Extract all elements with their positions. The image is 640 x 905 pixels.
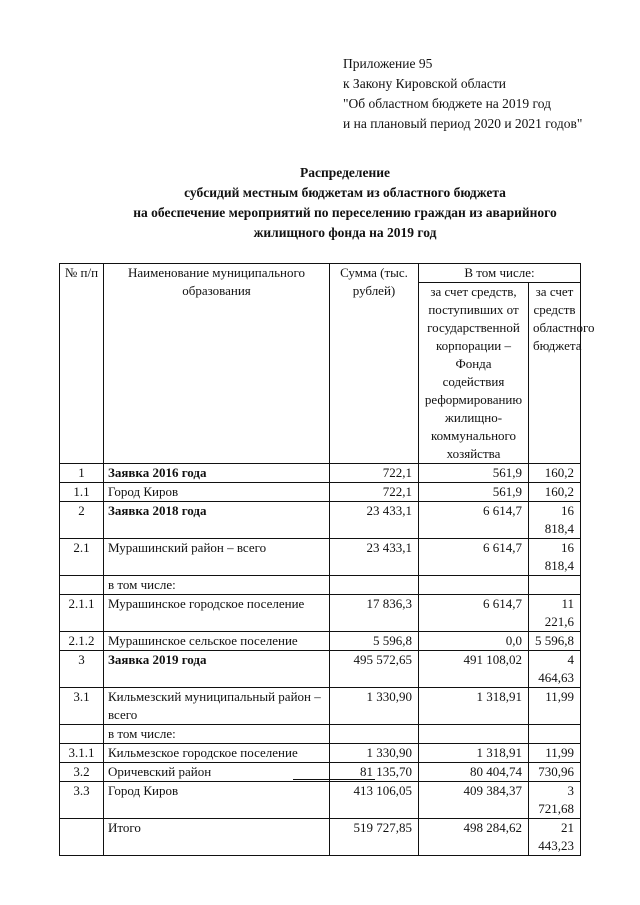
fund-amount-cell: 1 318,91 bbox=[419, 744, 529, 763]
regional-amount-cell: 160,2 bbox=[529, 483, 581, 502]
row-number-cell bbox=[60, 819, 104, 856]
fund-amount-cell: 6 614,7 bbox=[419, 539, 529, 576]
row-number-cell bbox=[60, 725, 104, 744]
municipality-name-cell: Мурашинское городское поселение bbox=[104, 595, 330, 632]
appendix-line: и на плановый период 2020 и 2021 годов" bbox=[343, 116, 583, 131]
regional-amount-cell bbox=[529, 725, 581, 744]
subsidy-table bbox=[59, 263, 595, 856]
sum-cell: 17 836,3 bbox=[330, 595, 419, 632]
table-row bbox=[60, 483, 581, 502]
table-row bbox=[60, 651, 581, 688]
appendix-line: "Об областном бюджете на 2019 год bbox=[343, 96, 551, 111]
fund-amount-cell: 0,0 bbox=[419, 632, 529, 651]
fund-amount-cell bbox=[419, 725, 529, 744]
table-row bbox=[60, 819, 581, 856]
table-row bbox=[60, 502, 581, 539]
table-row bbox=[60, 539, 581, 576]
sum-cell: 23 433,1 bbox=[330, 539, 419, 576]
regional-amount-cell: 21 443,23 bbox=[529, 819, 581, 856]
municipality-name-cell: Город Киров bbox=[104, 782, 330, 819]
municipality-name-cell: Заявка 2018 года bbox=[104, 502, 330, 539]
fund-amount-cell: 1 318,91 bbox=[419, 688, 529, 725]
appendix-line: Приложение 95 bbox=[343, 56, 433, 71]
sum-cell: 722,1 bbox=[330, 483, 419, 502]
sum-cell: 413 106,05 bbox=[330, 782, 419, 819]
regional-amount-cell: 16 818,4 bbox=[529, 502, 581, 539]
sum-cell: 81 135,70 bbox=[330, 763, 419, 782]
table-row bbox=[60, 725, 581, 744]
header-regional: за счет средств областного бюджета bbox=[529, 283, 581, 464]
header-sum: Сумма (тыс. рублей) bbox=[330, 264, 419, 464]
title-line: субсидий местным бюджетам из областного бюджета bbox=[184, 185, 506, 200]
sum-cell: 23 433,1 bbox=[330, 502, 419, 539]
sum-cell: 519 727,85 bbox=[330, 819, 419, 856]
title-line: на обеспечение мероприятий по переселению граждан из аварийного bbox=[133, 205, 557, 220]
municipality-name-cell: Заявка 2019 года bbox=[104, 651, 330, 688]
table-row bbox=[60, 632, 581, 651]
header-name: Наименование муниципального образования bbox=[104, 264, 330, 464]
sum-cell bbox=[330, 725, 419, 744]
sum-cell: 495 572,65 bbox=[330, 651, 419, 688]
regional-amount-cell: 5 596,8 bbox=[529, 632, 581, 651]
municipality-name-cell: Заявка 2016 года bbox=[104, 464, 330, 483]
row-number-cell bbox=[60, 576, 104, 595]
municipality-name-cell: в том числе: bbox=[104, 576, 330, 595]
regional-amount-cell: 160,2 bbox=[529, 464, 581, 483]
row-number-cell: 3.1 bbox=[60, 688, 104, 725]
row-number-cell: 3.3 bbox=[60, 782, 104, 819]
fund-amount-cell: 561,9 bbox=[419, 483, 529, 502]
document-title bbox=[60, 163, 630, 243]
regional-amount-cell: 11,99 bbox=[529, 688, 581, 725]
regional-amount-cell: 11 221,6 bbox=[529, 595, 581, 632]
municipality-name-cell: Мурашинское сельское поселение bbox=[104, 632, 330, 651]
table-row bbox=[60, 744, 581, 763]
header-fund: за счет средств, поступивших от государственной корпорации – Фонда содействия реформированию жилищно-коммунального хозяйства bbox=[419, 283, 529, 464]
title-line: Распределение bbox=[299, 165, 391, 180]
sum-cell: 722,1 bbox=[330, 464, 419, 483]
fund-amount-cell: 409 384,37 bbox=[419, 782, 529, 819]
row-number-cell: 1 bbox=[60, 464, 104, 483]
row-number-cell: 1.1 bbox=[60, 483, 104, 502]
municipality-name-cell: Итого bbox=[104, 819, 330, 856]
fund-amount-cell: 491 108,02 bbox=[419, 651, 529, 688]
table-body bbox=[60, 464, 581, 856]
regional-amount-cell: 16 818,4 bbox=[529, 539, 581, 576]
regional-amount-cell: 11,99 bbox=[529, 744, 581, 763]
table-row bbox=[60, 782, 581, 819]
sum-cell: 1 330,90 bbox=[330, 744, 419, 763]
table-row bbox=[60, 595, 581, 632]
sum-cell: 5 596,8 bbox=[330, 632, 419, 651]
row-number-cell: 3.1.1 bbox=[60, 744, 104, 763]
header-num: № п/п bbox=[60, 264, 104, 464]
row-number-cell: 3.2 bbox=[60, 763, 104, 782]
municipality-name-cell: Кильмезский муниципальный район – всего bbox=[104, 688, 330, 725]
regional-amount-cell bbox=[529, 576, 581, 595]
footer-divider bbox=[293, 779, 375, 780]
municipality-name-cell: Кильмезское городское поселение bbox=[104, 744, 330, 763]
fund-amount-cell: 561,9 bbox=[419, 464, 529, 483]
fund-amount-cell: 6 614,7 bbox=[419, 595, 529, 632]
row-number-cell: 2.1.1 bbox=[60, 595, 104, 632]
fund-amount-cell: 80 404,74 bbox=[419, 763, 529, 782]
sum-cell: 1 330,90 bbox=[330, 688, 419, 725]
title-line: жилищного фонда на 2019 год bbox=[253, 225, 437, 240]
fund-amount-cell: 6 614,7 bbox=[419, 502, 529, 539]
regional-amount-cell: 4 464,63 bbox=[529, 651, 581, 688]
appendix-line: к Закону Кировской области bbox=[343, 76, 507, 91]
municipality-name-cell: Город Киров bbox=[104, 483, 330, 502]
municipality-name-cell: Оричевский район bbox=[104, 763, 330, 782]
row-number-cell: 2.1.2 bbox=[60, 632, 104, 651]
table-row bbox=[60, 464, 581, 483]
row-number-cell: 2.1 bbox=[60, 539, 104, 576]
table-row bbox=[60, 688, 581, 725]
row-number-cell: 2 bbox=[60, 502, 104, 539]
row-number-cell: 3 bbox=[60, 651, 104, 688]
table-row bbox=[60, 576, 581, 595]
header-including: В том числе: bbox=[419, 264, 581, 283]
sum-cell bbox=[330, 576, 419, 595]
fund-amount-cell: 498 284,62 bbox=[419, 819, 529, 856]
municipality-name-cell: Мурашинский район – всего bbox=[104, 539, 330, 576]
fund-amount-cell bbox=[419, 576, 529, 595]
appendix-block bbox=[343, 54, 633, 134]
municipality-name-cell: в том числе: bbox=[104, 725, 330, 744]
regional-amount-cell: 3 721,68 bbox=[529, 782, 581, 819]
regional-amount-cell: 730,96 bbox=[529, 763, 581, 782]
